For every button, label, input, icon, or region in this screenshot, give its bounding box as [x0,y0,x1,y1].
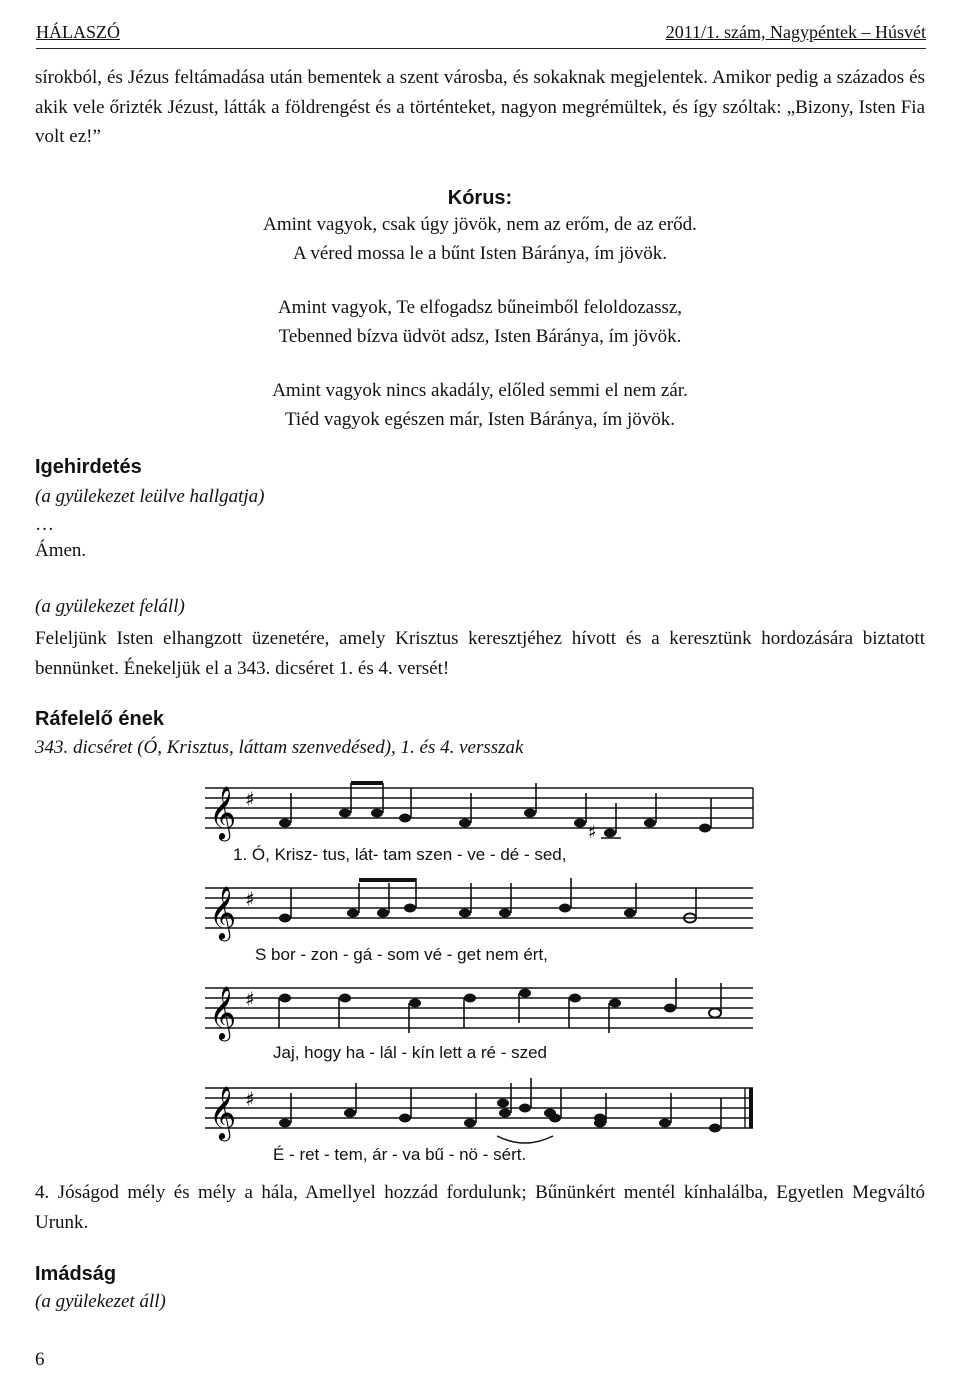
prayer-note: (a gyülekezet áll) [35,1291,166,1312]
music-score [205,778,755,1170]
treble-clef-icon: 𝄞 [209,985,237,1039]
page-number: 6 [35,1349,45,1370]
chorus-line: Tiéd vagyok egészen már, Isten Báránya, ím jövök. [284,409,676,430]
sharp-icon: ♯ [245,787,255,811]
issue-info: 2011/1. szám, Nagypéntek – Húsvét [665,22,926,42]
hymn-subtitle: 343. dicséret (Ó, Krisztus, láttam szenvedésed), 1. és 4. versszak [35,737,524,758]
chorus-stanza-2 [35,293,925,351]
response-text: Feleljünk Isten elhangzott üzenetére, amely Krisztus keresztjéhez hívott és a keresztünk hordozására biztatott bennünket. Énekeljük el a 343. dicséret 1. és 4. versét! [35,628,925,679]
treble-clef-icon: 𝄞 [209,885,237,939]
verse-4-text: 4. Jóságod mély és mély a hála, Amellyel hozzád fordulunk; Bűnünkért mentél kínhalálba, Egyetlen Megváltó Urunk. [35,1182,925,1233]
staff-system-2 [205,878,753,964]
prayer-title: Imádság [35,1263,117,1285]
chorus-stanza-1 [35,210,925,268]
sharp-icon: ♯ [245,1087,255,1111]
chorus-line: Amint vagyok, csak úgy jövök, nem az erőm, de az erőd. [263,214,697,235]
chorus-line: Amint vagyok nincs akadály, előled semmi el nem zár. [272,380,688,401]
sermon-title: Igehirdetés [35,456,142,478]
staff-system-1 [205,783,753,864]
sharp-icon: ♯ [245,987,255,1011]
staff-system-4 [205,1078,753,1164]
page-header [36,22,926,49]
publication-title: HÁLASZÓ [36,22,120,42]
notes [279,783,711,843]
chorus-line: A véred mossa le a bűnt Isten Báránya, ím jövök. [292,243,668,264]
lyrics-line-3: Jaj, hogy ha - lál - kín lett a ré - szed [273,1043,548,1062]
sharp-icon: ♯ [245,887,255,911]
intro-paragraph: sírokból, és Jézus feltámadása után bementek a szent városba, és sokaknak megjelentek. Amikor pedig a százados és akik vele őrizték Jézust, látták a földrengést és a történteket, nagyon megrémültek, és így szóltak: „Bizony, Isten Fia volt ez!” [35,67,925,147]
chorus-title: Kórus: [447,187,513,209]
lyrics-line-4: É - ret - tem, ár - va bű - nö - sért. [273,1145,527,1164]
sermon-amen: Ámen. [35,540,87,561]
hymn-title: Ráfelelő ének [35,708,164,730]
chorus-line: Tebenned bízva üdvöt adsz, Isten Báránya, ím jövök. [278,326,682,347]
sermon-ellipsis: … [35,514,54,535]
lyrics-line-2: S bor - zon - gá - som vé - get nem ért, [255,945,548,964]
chorus-line: Amint vagyok, Te elfogadsz bűneimből feloldozassz, [277,297,683,318]
treble-clef-icon: 𝄞 [209,785,237,839]
chorus-stanza-3 [35,376,925,434]
lyrics-line-1: 1. Ó, Krisz- tus, lát- tam szen - ve - dé - sed, [233,845,567,864]
response-note: (a gyülekezet feláll) [35,596,185,617]
staff-system-3 [205,978,753,1062]
svg-text:♯: ♯ [588,822,597,843]
treble-clef-icon: 𝄞 [209,1085,237,1139]
sermon-note: (a gyülekezet leülve hallgatja) [35,486,265,507]
